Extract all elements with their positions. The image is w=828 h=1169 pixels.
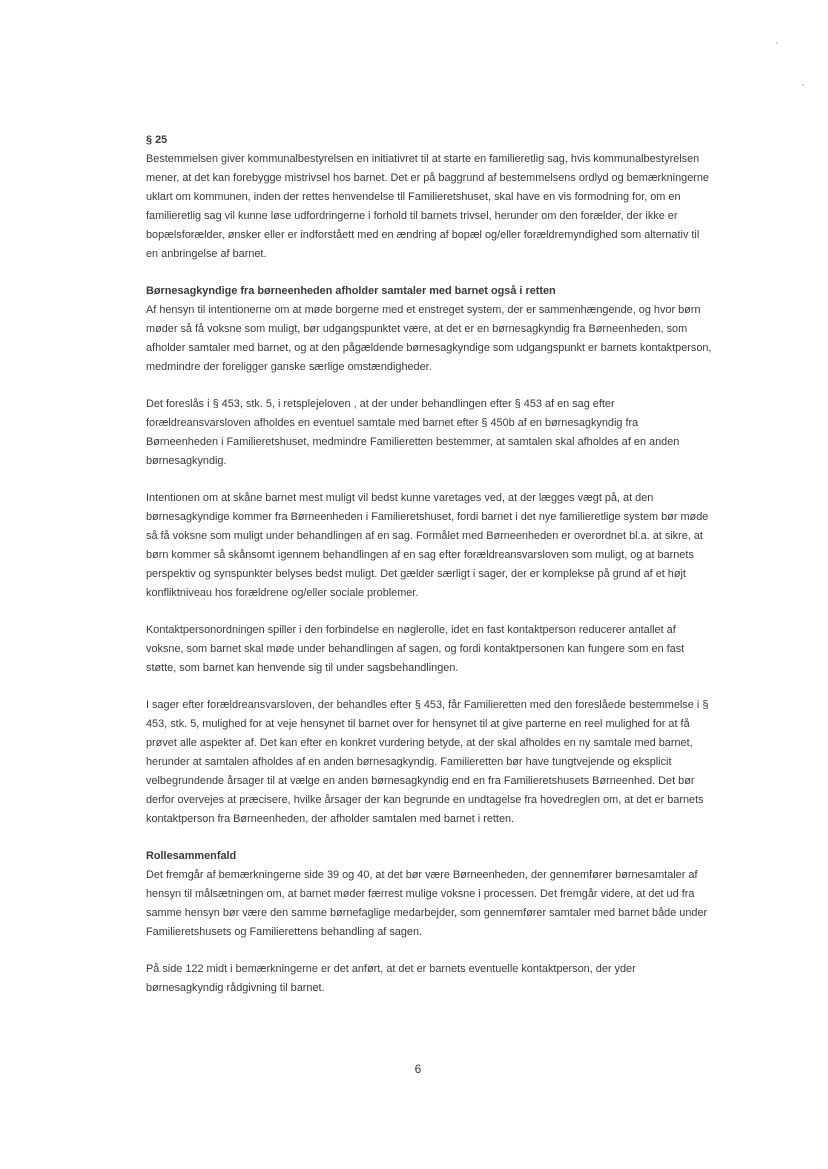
subsection-heading: Rollesammenfald	[146, 850, 237, 862]
paragraph: På side 122 midt i bemærkningerne er det anført, at det er barnets eventuelle kontaktperson, der yder børnesagkyndig rådgivning til barnet.	[146, 963, 636, 994]
subsection-2-intro	[146, 847, 712, 942]
paragraph: Det fremgår af bemærkningerne side 39 og 40, at det bør være Børneenheden, der gennemfører børnesamtaler af hensyn til målsætningen om, at barnet møder færrest mulige voksne i processen. Det fremgår videre, at det ud fra samme hensyn bør være den samme børnefaglige medarbejder, som gennemfører samtaler med barnet både under Familieretshusets og Familierettens behandling af sagen.	[146, 869, 708, 938]
paragraph: Intentionen om at skåne barnet mest muligt vil bedst kunne varetages ved, at der lægges vægt på, at den børnesagkyndige kommer fra Børneenheden i Familieretshuset, fordi barnet i det nye familieretlige system bør møde så få voksne som muligt under behandlingen af en sag. Formålet med Børneenheden er overordnet bl.a. at sikre, at børn kommer så skånsomt igennem behandlingen af en sag efter forældreansvarsloven som muligt, og at barnets perspektiv og synspunkter belyses bedst muligt. Det gælder særligt i sager, der er komplekse på grund af et højt konfliktniveau hos forældrene og/eller sociale problemer.	[146, 492, 709, 599]
document-body	[146, 131, 712, 1016]
page-number: 6	[414, 1062, 422, 1076]
paragraph: I sager efter forældreansvarsloven, der behandles efter § 453, får Familieretten med den foreslåede bestemmelse i § 453, stk. 5, mulighed for at veje hensynet til barnet over for hensynet til at give parterne en reel mulighed for at få prøvet alle aspekter af. Det kan efter en konkret vurdering betyde, at der skal afholdes en ny samtale med barnet, herunder at samtalen afholdes af en anden børnesagkyndig. Familieretten bør have tungtvejende og eksplicit velbegrundende årsager til at vælge en anden børnesagkyndig end en fra Familieretshusets Børneenhed. Det bør derfor overvejes at præcisere, hvilke årsager der kan begrunde en undtagelse fra hovedreglen om, at det er barnets kontaktperson fra Børneenheden, der afholder samtalen med barnet i retten.	[146, 699, 709, 825]
paragraph: Af hensyn til intentionerne om at møde borgerne med et enstreget system, der er sammenhængende, og hvor børn møder så få voksne som muligt, bør udgangspunktet være, at det er en børnesagkyndig fra Børneenheden, som afholder samtaler med barnet, og at den pågældende børnesagkyndige som udgangspunkt er barnets kontaktperson, medmindre der foreligger ganske særlige omstændigheder.	[146, 304, 712, 373]
section-number: § 25	[146, 134, 168, 146]
section-25	[146, 131, 712, 264]
scan-speck	[802, 84, 804, 86]
paragraph: Det foreslås i § 453, stk. 5, i retsplejeloven , at der under behandlingen efter § 453 af en sag efter forældreansvarsloven afholdes en eventuel samtale med barnet efter § 450b af en børnesagkyndig fra Børneenheden i Familieretshuset, medmindre Familieretten bestemmer, at samtalen skal afholdes af en anden børnesagkyndig.	[146, 398, 680, 467]
paragraph: Kontaktpersonordningen spiller i den forbindelse en nøglerolle, idet en fast kontaktperson reducerer antallet af voksne, som barnet skal møde under behandlingen af sagen, og fordi kontaktpersonen kan fungere som en fast støtte, som barnet kan henvende sig til under sagsbehandlingen.	[146, 624, 685, 674]
subsection-1-intro	[146, 282, 712, 377]
subsection-heading: Børnesagkyndige fra børneenheden afholder samtaler med barnet også i retten	[146, 285, 556, 297]
section-paragraph: Bestemmelsen giver kommunalbestyrelsen en initiativret til at starte en familieretlig sag, hvis kommunalbestyrelsen mener, at det kan forebygge mistrivsel hos barnet. Det er på baggrund af bestemmelsens ordlyd og bemærkningerne uklart om kommunen, inden der rettes henvendelse til Familieretshuset, skal have en vis formodning for, om en familieretlig sag vil kunne løse udfordringerne i forhold til barnets trivsel, herunder om den forælder, der ikke er bopælsforælder, ønsker eller er indforståett med en ændring af bopæl og/eller forældremyndighed som alternativ til en anbringelse af barnet.	[146, 153, 709, 260]
scan-speck	[776, 42, 778, 44]
